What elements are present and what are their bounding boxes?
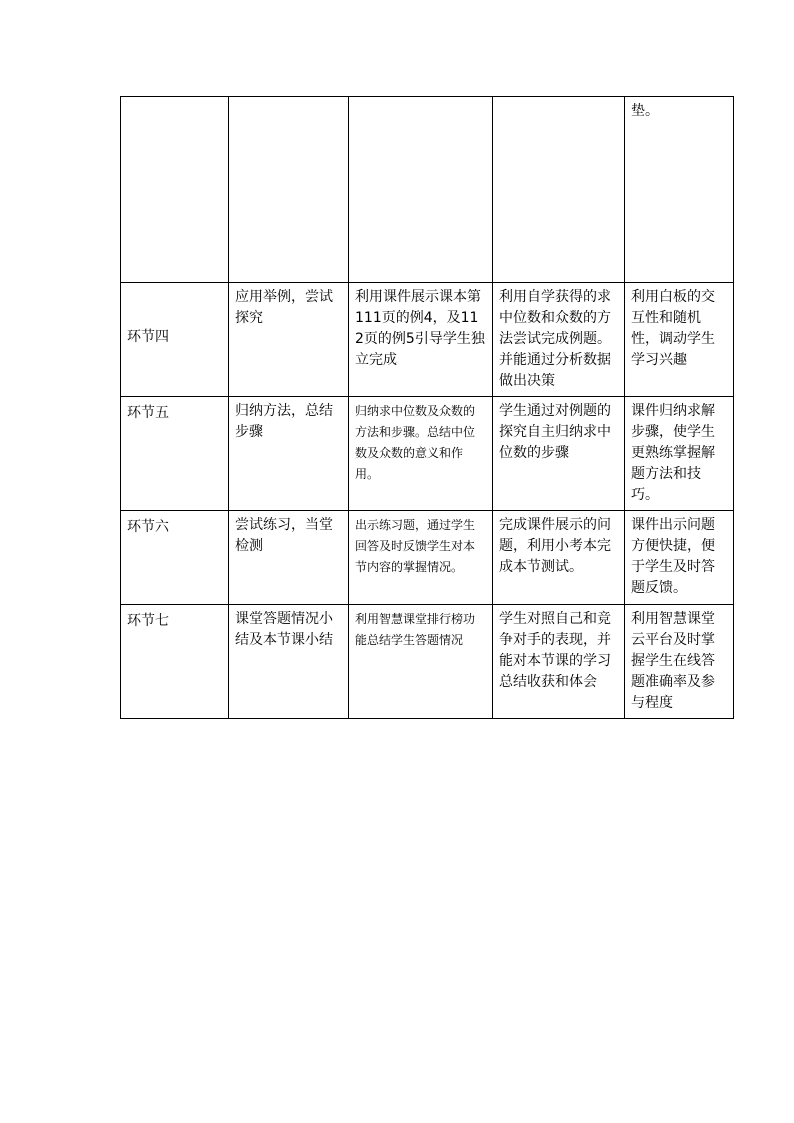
- design-intent-cell: 利用白板的交互性和随机性，调动学生学习兴趣: [625, 283, 734, 397]
- table-row: [121, 605, 734, 719]
- table-row: [121, 397, 734, 511]
- stage-cell: 环节四: [121, 283, 229, 397]
- stage-cell: 环节七: [121, 605, 229, 719]
- student-activity-cell: [493, 97, 625, 283]
- student-activity-cell: 学生对照自己和竞争对手的表现，并能对本节课的学习总结收获和体会: [493, 605, 625, 719]
- teacher-activity-cell: [349, 97, 493, 283]
- stage-cell: 环节六: [121, 511, 229, 605]
- activity-cell: 归纳方法，总结步骤: [229, 397, 349, 511]
- lesson-plan-table: [120, 96, 734, 719]
- table-row: [121, 511, 734, 605]
- table-row: [121, 97, 734, 283]
- activity-cell: 应用举例，尝试探究: [229, 283, 349, 397]
- design-intent-cell: 课件出示问题方便快捷，便于学生及时答题反馈。: [625, 511, 734, 605]
- teacher-activity-cell: 利用课件展示课本第111页的例4，及112页的例5引导学生独立完成: [349, 283, 493, 397]
- design-intent-cell: 课件归纳求解步骤，使学生更熟练掌握解题方法和技巧。: [625, 397, 734, 511]
- teacher-activity-cell: 出示练习题，通过学生回答及时反馈学生对本节内容的掌握情况。: [349, 511, 493, 605]
- teacher-activity-cell: 利用智慧课堂排行榜功能总结学生答题情况: [349, 605, 493, 719]
- teacher-activity-cell: 归纳求中位数及众数的方法和步骤。总结中位数及众数的意义和作用。: [349, 397, 493, 511]
- activity-cell: [229, 97, 349, 283]
- activity-cell: 尝试练习，当堂检测: [229, 511, 349, 605]
- table-row: [121, 283, 734, 397]
- stage-cell: 环节五: [121, 397, 229, 511]
- activity-cell: 课堂答题情况小结及本节课小结: [229, 605, 349, 719]
- student-activity-cell: 利用自学获得的求中位数和众数的方法尝试完成例题。并能通过分析数据做出决策: [493, 283, 625, 397]
- student-activity-cell: 完成课件展示的问题，利用小考本完成本节测试。: [493, 511, 625, 605]
- stage-cell: [121, 97, 229, 283]
- student-activity-cell: 学生通过对例题的探究自主归纳求中位数的步骤: [493, 397, 625, 511]
- design-intent-cell: 垫。: [625, 97, 734, 283]
- design-intent-cell: 利用智慧课堂云平台及时掌握学生在线答题准确率及参与程度: [625, 605, 734, 719]
